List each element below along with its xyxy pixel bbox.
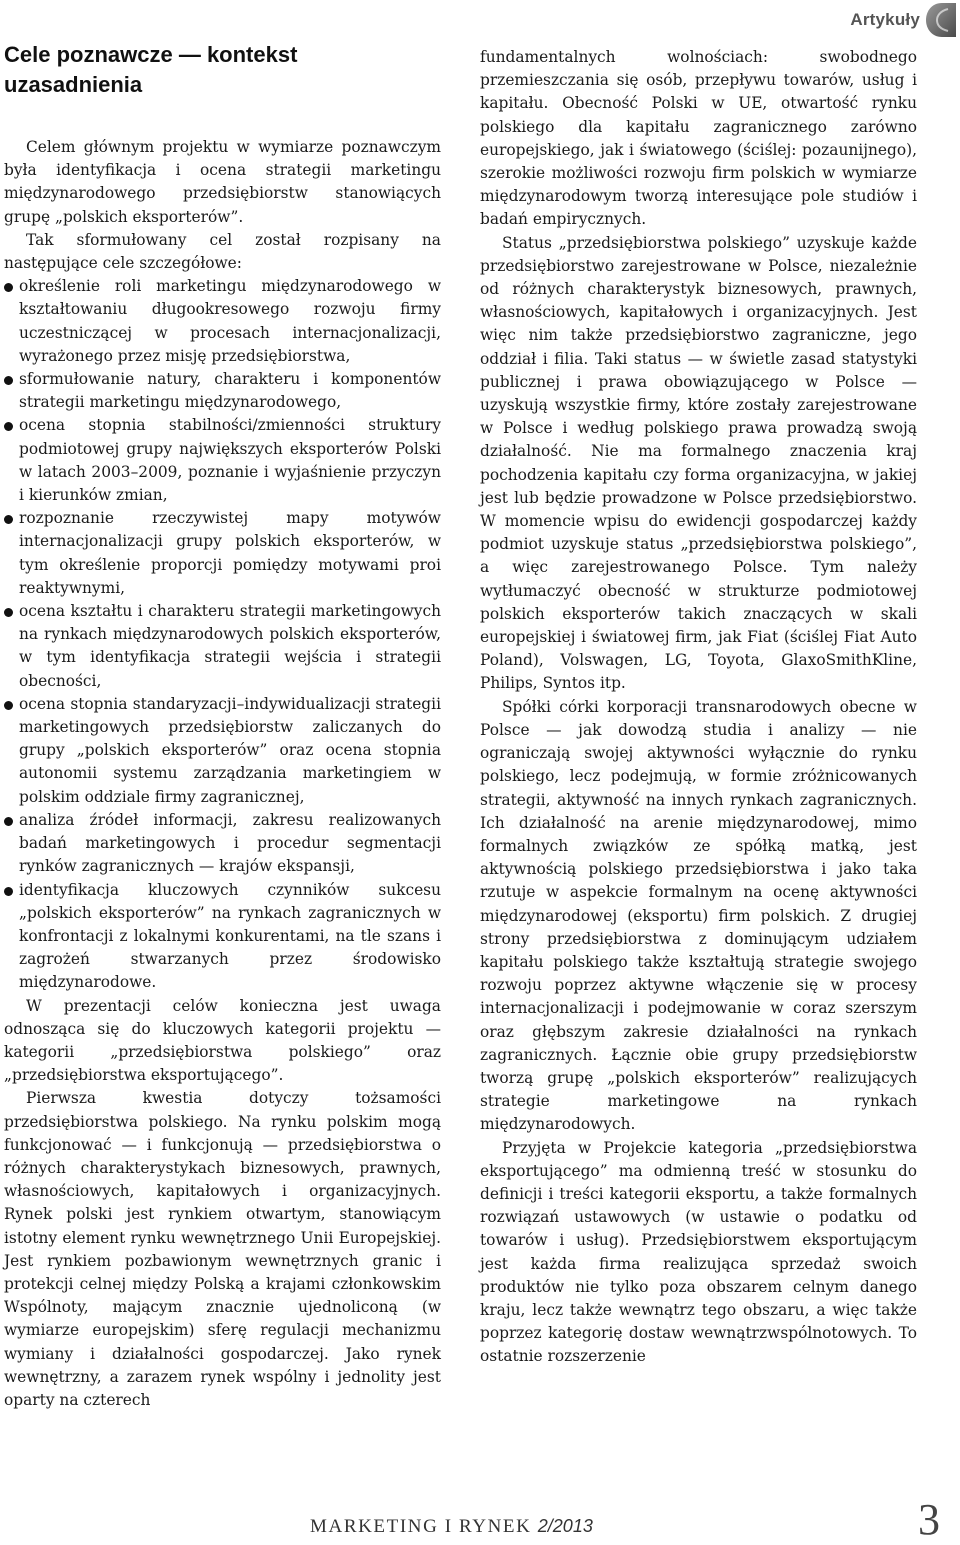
objectives-list xyxy=(4,275,441,994)
right-column xyxy=(480,46,917,1369)
paragraph: Tak sformułowany cel został rozpisany na następujące cele szczegółowe: xyxy=(4,230,441,273)
paragraph: fundamentalnych wolnościach: swobodnego przemieszczania się osób, przepływu towarów, usług i kapitału. Obecność Polski w UE, otwartość rynku polskiego dla kapitału zagranicznego zarówno europejskiego, jak i światowego (ściślej: pozaunijnego), szerokie możliwości rozwoju firm polskich w wymiarze międzynarodowym tworzą interesujące pole studiów i badań empirycznych. xyxy=(480,48,917,229)
section-label: Artykuły xyxy=(850,10,920,29)
left-column xyxy=(4,40,441,1412)
section-header xyxy=(850,2,956,38)
section-title: Cele poznawcze — kontekst uzasadnienia xyxy=(4,42,298,97)
paragraph: Status „przedsiębiorstwa polskiego” uzyskuje każde przedsiębiorstwo zarejestrowane w Polsce, niezależnie od różnych charakterystyk biznesowych, prawnych, własnościowych, kapitałowych i organizacyjnych. Jest więc nim także przedsiębiorstwo zagraniczne, jego oddział i filia. Taki status — w świetle zasad statystyki publicznej i prawa obowiązującego w Polsce — uzyskują wszystkie firmy, które zostały zarejestrowane w Polsce i według polskiego prawa prowadzą swoją działalność. Nie ma formalnego znaczenia kraj pochodzenia kapitału czy forma organizacyjna, w jakiej jest lub będzie prowadzone w Polsce przedsiębiorstwo. W momencie wpisu do ewidencji gospodarczej każdy podmiot uzyskuje status „przedsiębiorstwa polskiego”, a więc zarejestrowanego Polsce. Tym należy wytłumaczyć obecność w strukturze podmiotowej polskich eksporterów takich znaczących w skali europejskiej i światowej firm, jak Fiat (ściślej Fiat Auto Poland), Volswagen, LG, Toyota, GlaxoSmithKline, Philips, Syntos itp. xyxy=(480,233,917,693)
list-item: identyfikacja kluczowych czynników sukcesu „polskich eksporterów” na rynkach zagranicznych w konfrontacji z lokalnymi konkurentami, na tle szans i zagrożeń stwarzanych przez środowisko międzynarodowe. xyxy=(4,879,441,995)
issue-number: 2/2013 xyxy=(537,1516,593,1536)
paragraph: Przyjęta w Projekcie kategoria „przedsiębiorstwa eksportującego” ma odmienną treść w stosunku do definicji i treści kategorii eksportu, a także formalnych rozwiązań ustawowych (w ustawie o podatku od towarów i usług). Przedsiębiorstwem eksportującym jest każda firma realizująca sprzedaż swoich produktów nie tylko poza obszarem celnym danego kraju, lecz także wewnątrz tego obszaru, a więc także poprzez kategorię dostaw wewnątrzwspólnotowych. To ostatnie rozszerzenie xyxy=(480,1138,917,1366)
list-item: analiza źródeł informacji, zakresu realizowanych badań marketingowych i procedur segmentacji rynków zagranicznych — krajów ekspansji, xyxy=(4,809,441,879)
page-footer xyxy=(310,1495,950,1544)
section-tab-icon xyxy=(926,3,956,37)
magazine-name: MARKETING I RYNEK 2/2013 xyxy=(310,1516,593,1537)
list-item: ocena stopnia standaryzacji–indywidualizacji strategii marketingowych przedsiębiorstw zaliczanych do grupy „polskich eksporterów” oraz ocena stopnia autonomii systemu zarządzania marketingiem w polskim oddziale firmy zagranicznej, xyxy=(4,693,441,809)
page-number: 3 xyxy=(918,1495,940,1544)
list-item: sformułowanie natury, charakteru i komponentów strategii marketingu międzynarodowego, xyxy=(4,368,441,414)
paragraph: Pierwsza kwestia dotyczy tożsamości przedsiębiorstwa polskiego. Na rynku polskim mogą funkcjonować — i funkcjonują — przedsiębiorstwa o różnych charakterystykach biznesowych, prawnych, własnościowych, kapitałowych i organizacyjnych. Rynek polski jest rynkiem otwartym, stanowiącym istotny element rynku wewnętrznego Unii Europejskiej. Jest rynkiem pozbawionym wewnętrznych granic i protekcji celnej między Polską a krajami członkowskim Wspólnoty, mającym znacznie ujednoliconą (w wymiarze europejskim) sferę regulacji mechanizmu wymiany i działalności gospodarczej. Jako rynek wewnętrzny, a zarazem rynek wspólny i jednolity jest oparty na czterech xyxy=(4,1089,441,1409)
paragraph: Celem głównym projektu w wymiarze poznawczym była identyfikacja i ocena strategii marketingu międzynarodowego przedsiębiorstw stanowiących grupę „polskich eksporterów”. xyxy=(4,138,441,226)
list-item: ocena stopnia stabilności/zmienności struktury podmiotowej grupy największych eksporterów Polski w latach 2003–2009, poznanie i wyjaśnienie przyczyn i kierunków zmian, xyxy=(4,414,441,507)
list-item: ocena kształtu i charakteru strategii marketingowych na rynkach międzynarodowych polskich eksporterów, w tym identyfikacja strategii wejścia i strategii obecności, xyxy=(4,600,441,693)
list-item: określenie roli marketingu międzynarodowego w kształtowaniu długookresowego rozwoju firmy uczestniczącej w procesach internacjonalizacji, wyrażonego przez misję przedsiębiorstwa, xyxy=(4,275,441,368)
paragraph: Spółki córki korporacji transnarodowych obecne w Polsce — jak dowodzą studia i analizy — nie ograniczają swojej aktywności wyłącznie do rynku polskiego, lecz podejmują, w formie zróżnicowanych strategii, aktywność na innych rynkach zagranicznych. Ich działalność na arenie międzynarodowej, mimo formalnych związków ze spółką matką, jest aktywnością polskiego przedsiębiorstwa i jako taka rzutuje w aspekcie formalnym na ocenę aktywności międzynarodowej (eksportu) firm polskich. Z drugiej strony przedsiębiorstwa z dominującym udziałem kapitału polskiego także kształtują strategie swojego rozwoju poprzez aktywne włączenie się w procesy internacjonalizacji i podejmowanie w coraz szerszym oraz głębszym zakresie działalności na rynkach zagranicznych. Łącznie obie grupy przedsiębiorstw tworzą grupę „polskich eksporterów” realizujących strategie marketingowe na rynkach międzynarodowych. xyxy=(480,697,917,1134)
list-item: rozpoznanie rzeczywistej mapy motywów internacjonalizacji grupy polskich eksporterów, w tym określenie proporcji pomiędzy motywami proi reaktywnymi, xyxy=(4,507,441,600)
paragraph: W prezentacji celów konieczna jest uwaga odnosząca się do kluczowych kategorii projektu — kategorii „przedsiębiorstwa polskiego” oraz „przedsiębiorstwa eksportującego”. xyxy=(4,996,441,1085)
